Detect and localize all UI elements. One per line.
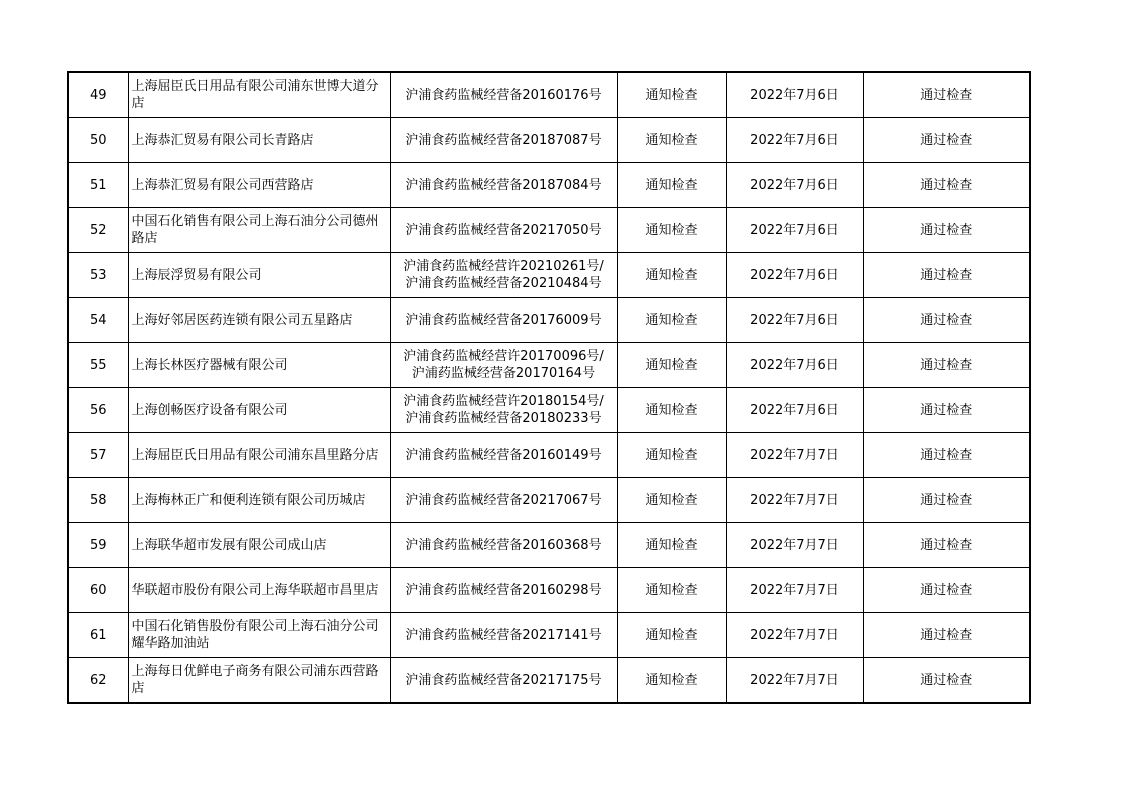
company-name: 上海联华超市发展有限公司成山店 (128, 523, 390, 568)
table-row (68, 298, 1030, 343)
license-number (390, 253, 617, 298)
inspection-result: 通过检查 (863, 568, 1030, 613)
inspection-type: 通知检查 (617, 613, 726, 658)
inspection-date: 2022年7月6日 (726, 388, 863, 433)
license-number (390, 298, 617, 343)
license-number (390, 478, 617, 523)
row-number: 61 (68, 613, 128, 658)
row-number: 55 (68, 343, 128, 388)
license-number (390, 568, 617, 613)
row-number: 52 (68, 208, 128, 253)
inspection-type: 通知检查 (617, 388, 726, 433)
company-name: 上海辰浮贸易有限公司 (128, 253, 390, 298)
table-row (68, 343, 1030, 388)
license-line: 沪浦食药监械经营备20217175号 (405, 672, 602, 688)
inspection-date: 2022年7月6日 (726, 118, 863, 163)
license-line: 沪浦食药监械经营备20217050号 (405, 222, 602, 238)
license-number (390, 433, 617, 478)
table-row (68, 253, 1030, 298)
company-name: 上海每日优鲜电子商务有限公司浦东西营路店 (128, 658, 390, 704)
company-name: 上海长林医疗器械有限公司 (128, 343, 390, 388)
license-line: 沪浦食药监械经营许20210261号/ (403, 259, 604, 274)
license-number (390, 658, 617, 704)
inspection-date: 2022年7月7日 (726, 433, 863, 478)
inspection-result: 通过检查 (863, 163, 1030, 208)
inspection-result: 通过检查 (863, 72, 1030, 118)
inspection-result: 通过检查 (863, 658, 1030, 704)
license-number (390, 72, 617, 118)
inspection-type: 通知检查 (617, 658, 726, 704)
license-line: 沪浦食药监械经营备20160176号 (405, 87, 602, 103)
inspection-result: 通过检查 (863, 613, 1030, 658)
table-row (68, 388, 1030, 433)
inspection-result: 通过检查 (863, 388, 1030, 433)
license-line: 沪浦药监械经营备20170164号 (411, 366, 596, 381)
table-row (68, 568, 1030, 613)
inspection-date: 2022年7月7日 (726, 613, 863, 658)
inspection-date: 2022年7月6日 (726, 343, 863, 388)
inspection-date: 2022年7月6日 (726, 208, 863, 253)
license-number (390, 208, 617, 253)
row-number: 50 (68, 118, 128, 163)
inspection-result: 通过检查 (863, 208, 1030, 253)
row-number: 58 (68, 478, 128, 523)
table-row (68, 433, 1030, 478)
company-name: 上海恭汇贸易有限公司长青路店 (128, 118, 390, 163)
row-number: 56 (68, 388, 128, 433)
company-name: 中国石化销售有限公司上海石油分公司德州路店 (128, 208, 390, 253)
table-row (68, 523, 1030, 568)
license-line: 沪浦食药监械经营备20187087号 (405, 132, 602, 148)
company-name: 华联超市股份有限公司上海华联超市昌里店 (128, 568, 390, 613)
inspection-date: 2022年7月6日 (726, 72, 863, 118)
inspection-date: 2022年7月7日 (726, 478, 863, 523)
license-line: 沪浦食药监械经营备20217141号 (405, 627, 602, 643)
license-line: 沪浦食药监械经营备20217067号 (405, 492, 602, 508)
row-number: 60 (68, 568, 128, 613)
license-line: 沪浦食药监械经营备20160368号 (405, 537, 602, 553)
row-number: 62 (68, 658, 128, 704)
inspection-type: 通知检查 (617, 298, 726, 343)
license-line: 沪浦食药监械经营许20180154号/ (403, 394, 604, 409)
inspection-date: 2022年7月7日 (726, 523, 863, 568)
table-row (68, 72, 1030, 118)
inspection-type: 通知检查 (617, 433, 726, 478)
inspection-type: 通知检查 (617, 118, 726, 163)
table-row (68, 478, 1030, 523)
inspection-type: 通知检查 (617, 343, 726, 388)
license-line: 沪浦食药监械经营备20160149号 (405, 447, 602, 463)
table-row (68, 163, 1030, 208)
license-number (390, 343, 617, 388)
license-number (390, 613, 617, 658)
inspection-date: 2022年7月7日 (726, 658, 863, 704)
inspection-type: 通知检查 (617, 568, 726, 613)
row-number: 54 (68, 298, 128, 343)
inspection-type: 通知检查 (617, 208, 726, 253)
inspection-result: 通过检查 (863, 478, 1030, 523)
row-number: 53 (68, 253, 128, 298)
inspection-type: 通知检查 (617, 523, 726, 568)
company-name: 上海梅林正广和便利连锁有限公司历城店 (128, 478, 390, 523)
inspection-result: 通过检查 (863, 298, 1030, 343)
license-number (390, 118, 617, 163)
company-name: 上海创畅医疗设备有限公司 (128, 388, 390, 433)
license-line: 沪浦食药监械经营备20180233号 (405, 411, 602, 426)
inspection-date: 2022年7月6日 (726, 163, 863, 208)
license-line: 沪浦食药监械经营许20170096号/ (403, 349, 604, 364)
inspection-result: 通过检查 (863, 523, 1030, 568)
inspection-result: 通过检查 (863, 118, 1030, 163)
inspection-date: 2022年7月7日 (726, 568, 863, 613)
license-number (390, 388, 617, 433)
table-row (68, 613, 1030, 658)
row-number: 59 (68, 523, 128, 568)
inspection-type: 通知检查 (617, 72, 726, 118)
row-number: 51 (68, 163, 128, 208)
table-row (68, 118, 1030, 163)
license-line: 沪浦食药监械经营备20187084号 (405, 177, 602, 193)
inspection-result: 通过检查 (863, 343, 1030, 388)
company-name: 上海好邻居医药连锁有限公司五星路店 (128, 298, 390, 343)
row-number: 57 (68, 433, 128, 478)
inspection-table (67, 71, 1031, 704)
inspection-result: 通过检查 (863, 253, 1030, 298)
inspection-date: 2022年7月6日 (726, 298, 863, 343)
inspection-type: 通知检查 (617, 163, 726, 208)
company-name: 上海屈臣氏日用品有限公司浦东昌里路分店 (128, 433, 390, 478)
license-line: 沪浦食药监械经营备20210484号 (405, 276, 602, 291)
company-name: 上海屈臣氏日用品有限公司浦东世博大道分店 (128, 72, 390, 118)
inspection-type: 通知检查 (617, 478, 726, 523)
table-row (68, 658, 1030, 704)
inspection-result: 通过检查 (863, 433, 1030, 478)
table-row (68, 208, 1030, 253)
license-number (390, 523, 617, 568)
license-number (390, 163, 617, 208)
inspection-table-body (68, 72, 1030, 703)
license-line: 沪浦食药监械经营备20176009号 (405, 312, 602, 328)
inspection-type: 通知检查 (617, 253, 726, 298)
company-name: 中国石化销售股份有限公司上海石油分公司耀华路加油站 (128, 613, 390, 658)
company-name: 上海恭汇贸易有限公司西营路店 (128, 163, 390, 208)
license-line: 沪浦食药监械经营备20160298号 (405, 582, 602, 598)
row-number: 49 (68, 72, 128, 118)
inspection-date: 2022年7月6日 (726, 253, 863, 298)
